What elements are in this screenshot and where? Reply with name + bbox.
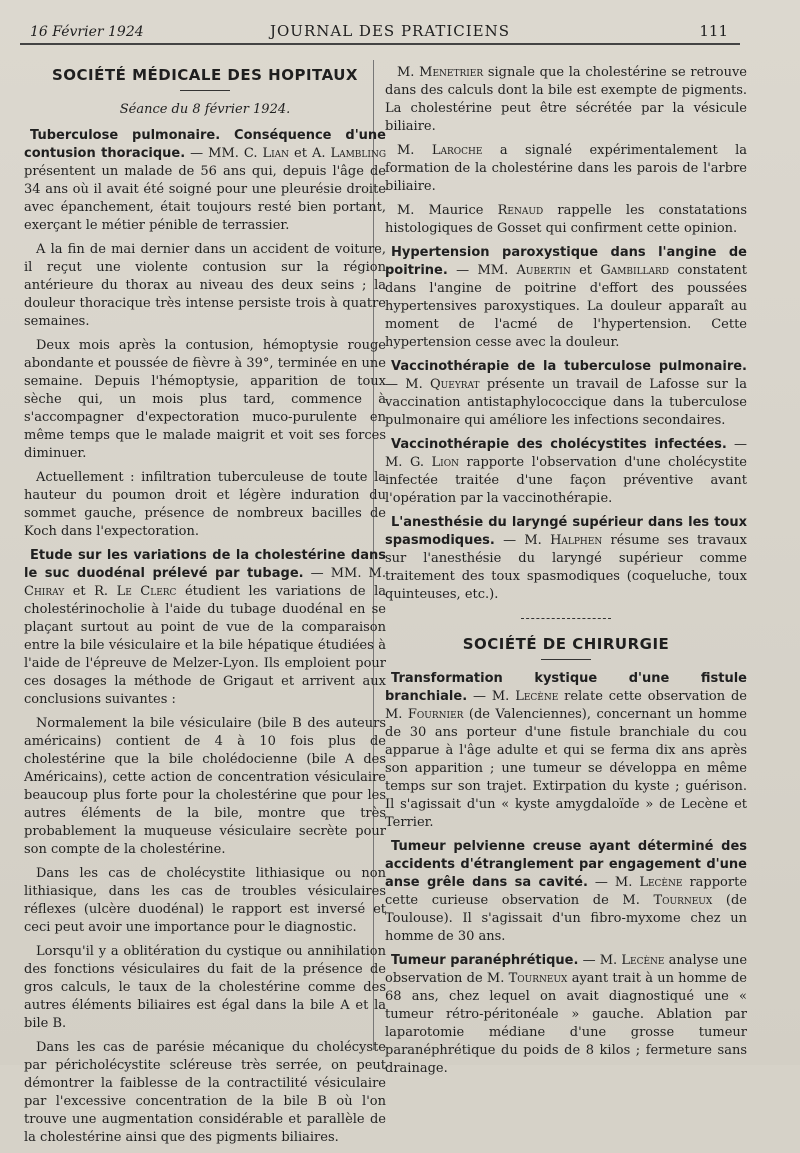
conj: et xyxy=(570,263,601,278)
conj: et R. xyxy=(64,584,117,599)
article-text: rappelle les constatations histologiques de Gosset qui confirment cette opinion. xyxy=(385,203,747,236)
paragraph: A la fin de mai dernier dans un accident de voiture, il reçut une violente contusion sur la région antérieure du thorax au niveau des deux seins ; la douleur thoracique très intense persiste trois à quatre semaines. xyxy=(24,242,386,329)
dash: — MM. xyxy=(447,263,517,278)
author-name: Renaud xyxy=(497,203,544,218)
header-date: 16 Février 1924 xyxy=(30,24,144,40)
article-vaccinotherapie-tuberculose xyxy=(385,358,747,430)
article-title: Tumeur pelvienne creuse ayant déterminé des accidents d'étranglement par engagement d'une anse grêle dans sa cavité. xyxy=(385,839,747,890)
author-name: Menetrier xyxy=(419,65,484,80)
paragraph: Lorsqu'il y a oblitération du cystique ou annihilation des fonctions vésiculaires du fait de la présence de gros calculs, le taux de la cholestérine comme des autres éléments biliaires est égal dans la bile A et la bile B. xyxy=(24,944,386,1031)
article-title: Transformation kystique d'une fistule branchiale. xyxy=(385,671,747,704)
article-title: Vaccinothérapie de la tuberculose pulmonaire. xyxy=(391,359,747,374)
left-column xyxy=(24,64,386,1153)
author-name: Lecène xyxy=(639,875,683,890)
article-title: L'anesthésie du laryngé supérieur dans les toux spasmodiques. xyxy=(385,515,747,548)
paragraph: Dans les cas de parésie mécanique du cholécyste par péricholécystite scléreuse très serrée, on peut démontrer la faiblesse de la contractilité vésiculaire par l'excessive concentration de la bile B où l'on trouve une augmentation considérable et parallèle de la cholestérine ainsi que des pigments biliaires. xyxy=(24,1040,386,1145)
author-name: Lambling xyxy=(330,146,387,161)
author-name: Tourneux xyxy=(508,971,568,986)
author-name: Laroche xyxy=(431,143,483,158)
article-tumeur-paranephretique xyxy=(385,952,747,1078)
article-text: constatent dans l'angine de poitrine d'effort des poussées hypertensives paroxystiques. La douleur apparaît au moment de l'acmé de l'hypertension. Cette hypertension cesse avec la douleur. xyxy=(385,263,747,350)
article-title: Tuberculose pulmonaire. Conséquence d'une contusion thoracique. xyxy=(24,128,386,161)
author-name: Lecène xyxy=(621,953,665,968)
article-title: Tumeur paranéphrétique. xyxy=(391,953,579,968)
page-number: 111 xyxy=(699,22,728,40)
article-text: présentent un malade de 56 ans qui, depuis l'âge de 34 ans où il avait été soigné pour une pleurésie droite avec épanchement, était toujours resté bien portant, exerçant le métier pénible de terrassier. xyxy=(24,164,386,233)
author-name: Lecène xyxy=(515,689,559,704)
conj: et A. xyxy=(289,146,331,161)
author-name: C. Lian xyxy=(243,146,290,161)
dash: — M. xyxy=(578,953,622,968)
dash: — M. xyxy=(385,377,431,392)
prefix: M. xyxy=(397,143,432,158)
dash: — M. G. xyxy=(385,437,747,470)
article-text: (de Valenciennes), concernant un homme de 30 ans porteur d'une fistule branchiale du cou apparue à l'âge adulte et qui se ferma dix ans après son apparition ; une tumeur se développa en même temps sur son trajet. Extirpation du kyste ; guérison. Il s'agissait d'un « kyste amygdaloïde » de Lecène et Terrier. xyxy=(385,707,748,830)
author-name: Halphen xyxy=(550,533,603,548)
author-name: Chiray xyxy=(24,584,65,599)
prefix: M. Maurice xyxy=(397,203,498,218)
article-text: analyse une observation de M. xyxy=(385,953,748,986)
article-vaccinotherapie-cholecystites xyxy=(385,436,747,508)
article-text: résume ses travaux sur l'anesthésie du laryngé supérieur comme traitement des toux spasmodiques (coqueluche, toux quinteuses, etc.). xyxy=(385,533,747,602)
article-text: présente un travail de Lafosse sur la vaccination antistaphylococcique dans la tuberculose pulmonaire qui améliore les infections secondaires. xyxy=(385,377,747,428)
author-name: Lion xyxy=(431,455,459,470)
paragraph xyxy=(385,202,747,238)
article-fistule xyxy=(385,670,747,832)
author-name: Le Clerc xyxy=(116,584,177,599)
header-rule xyxy=(20,43,740,45)
author-name: Gambillard xyxy=(600,263,670,278)
section-rule xyxy=(541,659,591,660)
article-text: étudient les variations de la cholestérinocholie à l'aide du tubage duodénal en se plaçant surtout au point de vue de la comparaison entre la bile vésiculaire et la bile hépatique étudiées à l'aide de l'épreuve de Melzer-Lyon. Ils emploient pour ces dosages la méthode de Grigaut et arrivent aux conclusions suivantes : xyxy=(24,584,386,707)
article-text: ayant trait à un homme de 68 ans, chez lequel on avait diagnostiqué une « tumeur rétro-péritonéale » gauche. Ablation par laparotomie médiane d'une grosse tumeur paranéphrétique du poids de 8 kilos ; fermeture sans drainage. xyxy=(385,971,747,1076)
article-text: a signalé expérimentalement la formation de la cholestérine dans les parois de l'arbre biliaire. xyxy=(385,143,748,194)
article-title: Vaccinothérapie des cholécystites infectées. xyxy=(391,437,727,452)
seance-date: Séance du 8 février 1924. xyxy=(119,102,291,117)
paragraph: Deux mois après la contusion, hémoptysie rouge abondante et poussée de fièvre à 39°, terminée en une semaine. Depuis l'hémoptysie, apparition de toux sèche qui, un mois plus tard, commence à s'accompagner d'expectoration muco-purulente en même temps que le malade maigrit et voit ses forces diminuer. xyxy=(24,338,386,461)
dash: — MM. M. xyxy=(303,566,386,581)
section-title-medicale: SOCIÉTÉ MÉDICALE DES HOPITAUX xyxy=(51,66,358,84)
article-text: rapporte cette curieuse observation de M. xyxy=(385,875,748,908)
paragraph: Actuellement : infiltration tuberculeuse de toute la hauteur du poumon droit et légère induration du sommet gauche, présence de nombreux bacilles de Koch dans l'expectoration. xyxy=(24,470,386,539)
article-text: signale que la cholestérine se retrouve dans des calculs dont la bile est exempte de pigments. La cholestérine peut être sécrétée par la vésicule biliaire. xyxy=(385,65,747,134)
journal-title: JOURNAL DES PRATICIENS xyxy=(270,22,511,40)
right-column xyxy=(385,64,747,1084)
article-title: Etude sur les variations de la cholestérine dans le suc duodénal prélevé par tubage. xyxy=(24,548,386,581)
dash: — M. xyxy=(587,875,640,890)
paragraph xyxy=(385,142,747,196)
article-text: rapporte l'observation d'une cholécystite infectée traitée d'une façon préventive avant l'opération par la vaccinothérapie. xyxy=(385,455,747,506)
dash: — M. xyxy=(467,689,516,704)
paragraph xyxy=(385,64,747,136)
article-tuberculose xyxy=(24,127,386,235)
dash: — MM. xyxy=(185,146,244,161)
article-title: Hypertension paroxystique dans l'angine de poitrine. xyxy=(385,245,747,278)
prefix: M. xyxy=(397,65,420,80)
dash: — M. xyxy=(494,533,551,548)
section-title-chirurgie: SOCIÉTÉ DE CHIRURGIE xyxy=(462,635,670,653)
author-name: Tourneux xyxy=(653,893,713,908)
section-rule xyxy=(180,90,230,91)
author-name: Fournier xyxy=(407,707,464,722)
article-anesthesie xyxy=(385,514,747,604)
article-text: (de Toulouse). Il s'agissait d'un fibro-myxome chez un homme de 30 ans. xyxy=(385,893,747,944)
author-name: Queyrat xyxy=(430,377,480,392)
paragraph: Dans les cas de cholécystite lithiasique ou non lithiasique, dans les cas de troubles vésiculaires réflexes (ulcère duodénal) le rapport est inversé et ceci peut avoir une importance pour le diagnostic. xyxy=(24,866,386,935)
article-cholesterine xyxy=(24,547,386,709)
article-text: relate cette observation de M. xyxy=(385,689,748,722)
author-name: Aubertin xyxy=(516,263,571,278)
section-divider xyxy=(521,618,611,619)
article-hypertension xyxy=(385,244,747,352)
article-tumeur-pelvienne xyxy=(385,838,747,946)
paragraph: Normalement la bile vésiculaire (bile B des auteurs américains) contient de 4 à 10 fois plus de cholestérine que la bile cholédocienne (bile A des Américains), cette action de concentration vésiculaire beaucoup plus forte pour la cholestérine que pour les autres éléments de la bile, montre que très probablement la muqueuse vésiculaire secrète pour son compte de la cholestérine. xyxy=(24,716,386,857)
